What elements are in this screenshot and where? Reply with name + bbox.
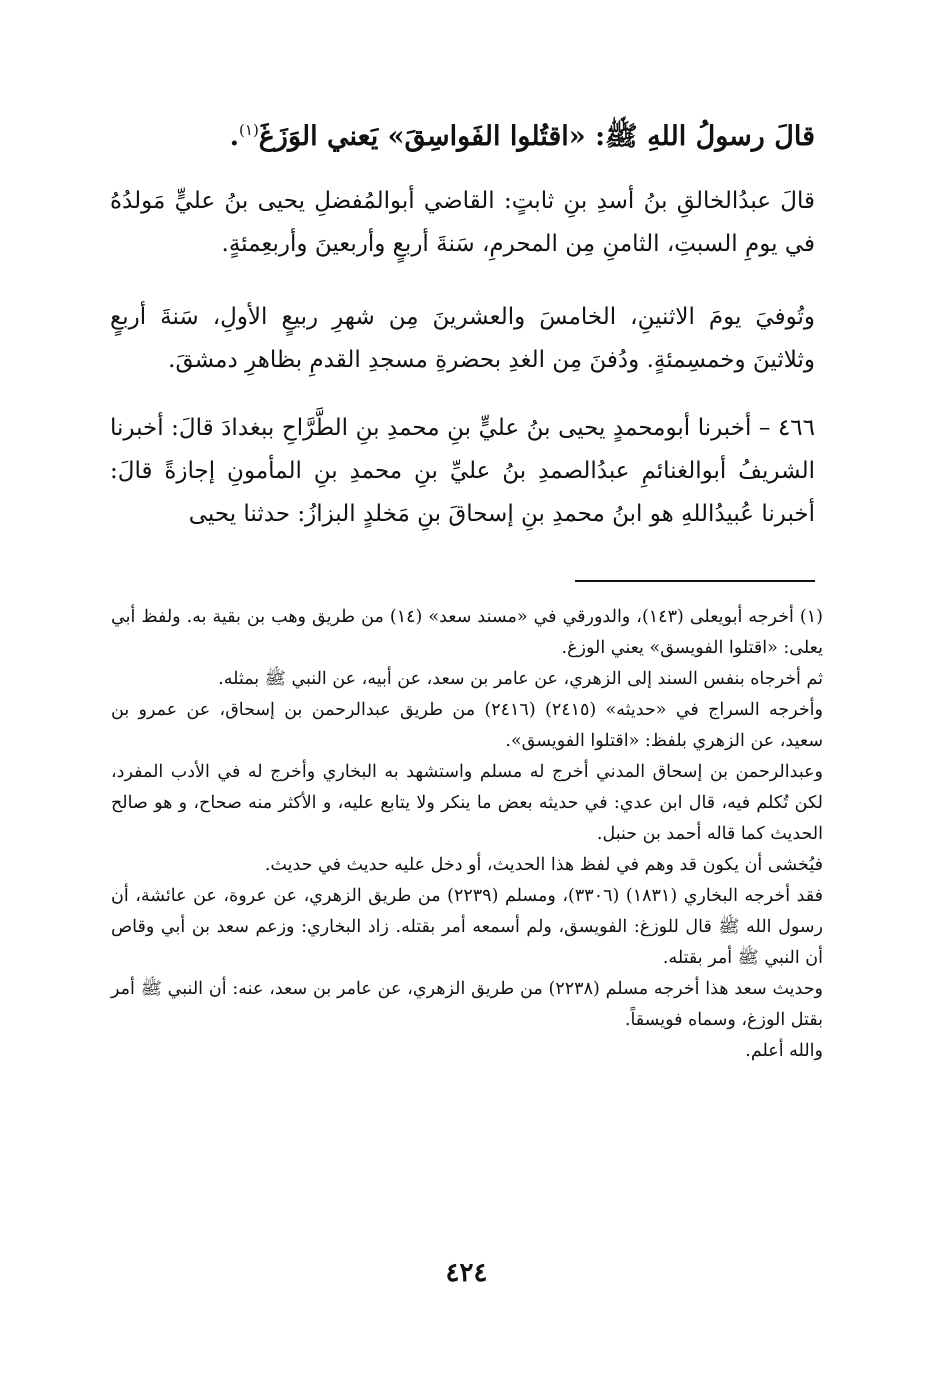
footnotes-section <box>111 602 823 1067</box>
footnote-paragraph: فقد أخرجه البخاري (١٨٣١) (٣٣٠٦)، ومسلم (٢٢٣٩) من طريق الزهري، عن عروة، عن عائشة، أن رسول الله ﷺ قال للوزغ: الفويسق، ولم أسمعه أمر بقتله. زاد البخاري: وزعم سعد بن أبي وقاص أن النبي ﷺ أمر بقتله. <box>111 886 824 968</box>
footnote-paragraph: ثم أخرجاه بنفس السند إلى الزهري، عن عامر بن سعد، عن أبيه، عن النبي ﷺ بمثله. <box>218 669 823 689</box>
footnote-marker: (١) <box>239 121 259 139</box>
footnote-paragraph: وعبدالرحمن بن إسحاق المدني أخرج له مسلم واستشهد به البخاري وأخرج له في الأدب المفرد، لكن تُكلم فيه، قال ابن عدي: في حديثه بعض ما ينكر ولا يتابع عليه، و الأكثر منه صحاح، و هو صالح الحديث كما قاله أحمد بن حنبل. <box>111 762 823 844</box>
hadith-heading <box>115 108 815 159</box>
paragraph-birth: قالَ عبدُالخالقِ بنُ أسدِ بنِ ثابتٍ: القاضي أبوالمُفضلِ يحيى بنُ عليٍّ مَولدُهُ في يومِ السبتِ، الثامنِ مِن المحرمِ، سَنةَ أربعٍ وأربعينَ وأربعِمئةٍ. <box>110 188 815 257</box>
footnote-separator <box>575 580 815 582</box>
heading-text: قالَ رسولُ اللهِ ﷺ: «اقتُلوا الفَواسِقَ» يَعني الوَزَغَ <box>258 121 815 152</box>
footnote-paragraph: والله أعلم. <box>745 1041 823 1061</box>
footnote-paragraph: فيُخشى أن يكون قد وهم في لفظ هذا الحديث، أو دخل عليه حديث في حديث. <box>264 855 823 875</box>
page-number: ٤٢٤ <box>445 1258 488 1288</box>
footnote-paragraph: (١) أخرجه أبويعلى (١٤٣)، والدورقي في «مسند سعد» (١٤) من طريق وهب بن بقية به. ولفظ أبي يعلى: «اقتلوا الفويسق» يعني الوزغ. <box>111 607 823 658</box>
heading-end-mark: . <box>229 121 240 152</box>
footnote-paragraph: وأخرجه السراج في «حديثه» (٢٤١٥) (٢٤١٦) من طريق عبدالرحمن بن إسحاق، عن عمرو بن سعيد، عن الزهري بلفظ: «اقتلوا الفويسق». <box>111 700 823 751</box>
footnote-paragraph: وحديث سعد هذا أخرجه مسلم (٢٢٣٨) من طريق الزهري، عن عامر بن سعد، عنه: أن النبي ﷺ أمر بقتل الوزغ، وسماه فويسقاً. <box>111 979 823 1030</box>
paragraph-hadith-466: ٤٦٦ – أخبرنا أبومحمدٍ يحيى بنُ عليٍّ بنِ محمدِ بنِ الطَّرَّاحِ ببغدادَ قالَ: أخبرنا الشريفُ أبوالغنائمِ عبدُالصمدِ بنُ عليِّ بنِ محمدِ بنِ المأمونِ إجازةً قالَ: أخبرنا عُبيدُاللهِ هو ابنُ محمدِ بنِ إسحاقَ بنِ مَخلدٍ البزازُ: حدثنا يحيى <box>110 415 815 527</box>
paragraph-death: وتُوفيَ يومَ الاثنينِ، الخامسَ والعشرينَ مِن شهرِ ربيعٍ الأولِ، سَنةَ أربعٍ وثلاثينَ وخمسِمئةٍ. ودُفنَ مِن الغدِ بحضرةِ مسجدِ القدمِ بظاهرِ دمشقَ. <box>110 304 815 373</box>
